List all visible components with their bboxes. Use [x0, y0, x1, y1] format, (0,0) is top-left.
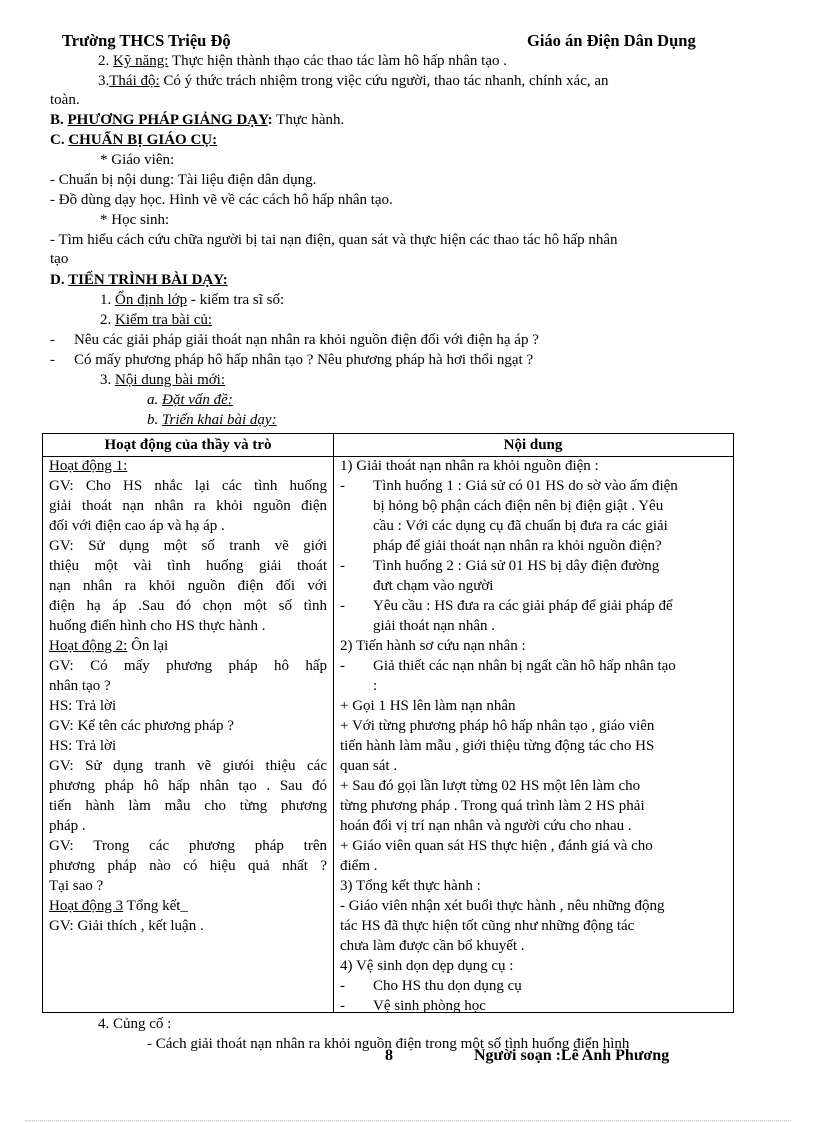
activity-text: HS: Trả lời: [49, 738, 117, 754]
section-c-heading: [50, 130, 217, 150]
content-text: giải thoát nạn nhân .: [373, 618, 496, 634]
section-d-title: TIẾN TRÌNH BÀI DẠY:: [68, 272, 228, 288]
step1: [100, 290, 284, 310]
content-text: hoán đổi vị trí nạn nhân và người cứu cho nhau .: [340, 818, 632, 834]
content-line: [340, 896, 665, 916]
content-text: 2) Tiến hành sơ cứu nạn nhân :: [340, 638, 526, 654]
activity-line: [49, 856, 327, 876]
content-line: [340, 456, 599, 476]
activity-line: [49, 696, 327, 716]
content-line: [340, 756, 397, 776]
step2-label: Kiểm tra bài củ:: [115, 312, 213, 328]
step3-label: Nội dung bài mới:: [115, 372, 226, 388]
activity-text: GV: Có mấy phương pháp hô hấp: [49, 658, 327, 674]
skill-label: Kỹ năng:: [113, 53, 169, 69]
activity-text: GV: Sử dụng tranh vẽ giưói thiệu các: [49, 758, 327, 774]
step2: [100, 310, 212, 330]
activity-line: [49, 876, 327, 896]
activity-heading: Hoạt động 2:: [49, 638, 128, 654]
activity-line: [49, 596, 327, 616]
activity-text: GV: Giải thích , kết luận .: [49, 918, 204, 934]
question-text: Nêu các giải pháp giải thoát nạn nhân ra khỏi nguồn điện đối với điện hạ áp ?: [74, 332, 539, 348]
content-text: tiến hành làm mẫu , giới thiệu từng động tác cho HS: [340, 738, 655, 754]
content-text: pháp để giải thoát nạn nhân ra khỏi nguồn điện?: [373, 538, 662, 554]
content-line: [340, 696, 516, 716]
content-text: 1) Giải thoát nạn nhân ra khỏi nguồn điện :: [340, 458, 599, 474]
activity-text: điện hạ áp .Sau đó chọn một số tình: [49, 598, 327, 614]
activity-text: nhân tạo ?: [49, 678, 111, 694]
content-line: [340, 876, 481, 896]
activity-text: huống điển hình cho HS thực hành .: [49, 618, 266, 634]
activity-line: [49, 916, 327, 936]
activity-line: [49, 896, 327, 916]
content-line: [340, 716, 654, 736]
content-line: [340, 976, 522, 996]
content-text: Tình huống 1 : Giả sử có 01 HS do sờ vào ấm điện: [373, 478, 678, 494]
question-item: - Có mấy phương pháp hô hấp nhân tạo ? Nêu phương pháp hà hơi thổi ngạt ?: [50, 352, 534, 368]
activity-line: [49, 776, 327, 796]
content-text: 4) Vệ sinh dọn dẹp dụng cụ :: [340, 958, 514, 974]
sub-b: [147, 410, 277, 430]
column-divider: [333, 434, 334, 1012]
activity-line: [49, 716, 327, 736]
teacher-item: - Chuẩn bị nội dung: Tài liệu điện dân dụng.: [50, 172, 317, 188]
activity-line: [49, 476, 327, 496]
content-line: [340, 496, 663, 516]
skill-num: 2.: [98, 53, 113, 69]
bullet-dash: -: [340, 478, 345, 494]
bullet-dash: -: [340, 998, 345, 1014]
step1-label: Ổn định lớp: [115, 292, 188, 308]
activity-line: [49, 796, 327, 816]
bullet-dash: -: [340, 658, 345, 674]
table-header-activities: Hoạt động của thầy và trò: [104, 437, 272, 453]
activity-line: [49, 736, 327, 756]
content-line: [340, 476, 678, 496]
content-line: [340, 516, 668, 536]
content-text: + Gọi 1 HS lên làm nạn nhân: [340, 698, 516, 714]
content-line: [340, 836, 653, 856]
attitude-text: Có ý thức trách nhiệm trong việc cứu người, thao tác nhanh, chính xác, an: [159, 73, 609, 89]
bullet-dash: -: [340, 978, 345, 994]
content-line: [340, 556, 659, 576]
author: Người soạn :Lê Anh Phương: [474, 1047, 670, 1064]
activity-line: [49, 496, 327, 516]
step3-num: 3.: [100, 372, 115, 388]
activity-text: Ôn lại: [127, 638, 169, 654]
lesson-table: [42, 433, 734, 1013]
sub-a-prefix: a.: [147, 392, 162, 408]
activity-text: phương pháp hô hấp nhân tạo . Sau đó: [49, 778, 327, 794]
content-line: [340, 956, 513, 976]
skill-text: Thực hiện thành thạo các thao tác làm hô hấp nhân tạo .: [168, 53, 507, 69]
content-line: [340, 816, 632, 836]
content-text: đưt chạm vào người: [373, 578, 494, 594]
attitude-num: 3.: [98, 73, 110, 89]
content-text: :: [373, 678, 378, 694]
content-line: [340, 616, 495, 636]
sub-a: [147, 390, 233, 410]
step1-num: 1.: [100, 292, 115, 308]
section-b-suffix: :: [267, 112, 273, 128]
activity-heading: Hoạt động 3: [49, 898, 124, 914]
content-line: [340, 936, 525, 956]
content-line: [340, 576, 493, 596]
activity-text: GV: Trong các phương pháp trên: [49, 838, 327, 854]
teacher-label: * Giáo viên:: [100, 152, 175, 168]
question-text: Có mấy phương pháp hô hấp nhân tạo ? Nêu phương pháp hà hơi thổi ngạt ?: [74, 352, 534, 368]
teacher-item: - Đồ dùng dạy học. Hình vẽ về các cách hô hấp nhân tạo.: [50, 192, 393, 208]
content-text: cầu : Với các dụng cụ đã chuẩn bị đưa ra các giải: [373, 518, 668, 534]
activity-text: thiệu một vài tình huống giải thoát: [49, 558, 327, 574]
skill-line: [98, 51, 507, 71]
activity-text: GV: Cho HS nhắc lại các tình huống: [49, 478, 327, 494]
header-subject: Giáo án Điện Dân Dụng: [527, 31, 696, 50]
attitude-label: Thái độ:: [109, 73, 160, 89]
consolidation-title: 4. Củng cố :: [98, 1016, 172, 1032]
section-d-prefix: D.: [50, 272, 69, 288]
activity-line: [49, 536, 327, 556]
content-text: Vệ sinh phòng học: [373, 998, 486, 1014]
content-text: Yêu cầu : HS đưa ra các giải pháp để giải pháp để: [373, 598, 673, 614]
content-line: [340, 736, 654, 756]
step1-text: - kiểm tra sĩ số:: [187, 292, 285, 308]
activity-text: Tại sao ?: [49, 878, 104, 894]
activity-text: HS: Trả lời: [49, 698, 117, 714]
sub-b-label: Triển khai bài dạy:: [162, 412, 277, 428]
activity-line: [49, 616, 327, 636]
activity-text: GV: Sử dụng một số tranh vẽ giới: [49, 538, 327, 554]
section-b-text: Thực hành.: [272, 112, 345, 128]
step2-num: 2.: [100, 312, 115, 328]
activity-line: [49, 516, 327, 536]
activity-text: giải thoát nạn nhân ra khỏi nguồn điện: [49, 498, 327, 514]
sub-b-prefix: b.: [147, 412, 162, 428]
activity-text: đối với điện cao áp và hạ áp .: [49, 518, 225, 534]
content-text: Giả thiết các nạn nhân bị ngất cần hô hấp nhân tạo: [373, 658, 676, 674]
content-text: - Giáo viên nhận xét buổi thực hành , nêu những động: [340, 898, 665, 914]
content-text: Cho HS thu dọn dụng cụ: [373, 978, 522, 994]
attitude-cont: toàn.: [50, 92, 80, 108]
sub-a-label: Đặt vấn đề:: [162, 392, 233, 408]
activity-text: nạn nhân ra khỏi nguồn điện đối với: [49, 578, 327, 594]
activity-text: pháp .: [49, 818, 86, 834]
activity-text: Tổng kết_: [123, 898, 188, 914]
activity-line: [49, 656, 327, 676]
activity-text: GV: Kể tên các phương pháp ?: [49, 718, 234, 734]
section-c-prefix: C.: [50, 132, 69, 148]
content-text: + Sau đó gọi lần lượt từng 02 HS một lên làm cho: [340, 778, 641, 794]
content-text: từng phương pháp . Trong quá trình làm 2 HS phải: [340, 798, 645, 814]
attitude-line: [98, 71, 609, 91]
content-line: [340, 536, 662, 556]
student-cont: tạo: [50, 251, 69, 267]
activity-line: [49, 816, 327, 836]
content-line: [340, 856, 378, 876]
content-line: [340, 676, 377, 696]
content-line: [340, 776, 640, 796]
content-line: [340, 796, 645, 816]
activity-line: [49, 836, 327, 856]
bullet-dash: -: [340, 558, 345, 574]
content-text: tác HS đã thực hiện tốt cũng như những động tác: [340, 918, 635, 934]
section-b-prefix: B.: [50, 112, 68, 128]
content-text: quan sát .: [340, 758, 398, 774]
content-line: [340, 596, 673, 616]
content-text: bị hỏng bộ phận cách điện nên bị điện giật . Yêu: [373, 498, 664, 514]
content-text: Tình huống 2 : Giả sử 01 HS bị dây điện đường: [373, 558, 660, 574]
activity-line: [49, 636, 327, 656]
consolidation-text: - Cách giải thoát nạn nhân ra khỏi nguồn điện trong một số tình huống điển hình: [147, 1036, 630, 1052]
question-item: - Nêu các giải pháp giải thoát nạn nhân ra khỏi nguồn điện đối với điện hạ áp ?: [50, 332, 539, 348]
student-text: - Tìm hiểu cách cứu chữa người bị tai nạn điện, quan sát và thực hiện các thao tác hô hấp nhân: [50, 232, 618, 248]
student-label: * Học sinh:: [100, 212, 170, 228]
activity-line: [49, 756, 327, 776]
activity-text: phương pháp nào có hiệu quả nhất ?: [49, 858, 327, 874]
content-text: + Giáo viên quan sát HS thực hiện , đánh giá và cho: [340, 838, 653, 854]
activity-line: [49, 676, 327, 696]
bullet-dash: -: [340, 598, 345, 614]
content-text: 3) Tổng kết thực hành :: [340, 878, 481, 894]
section-b-heading: [50, 110, 344, 130]
activity-line: [49, 576, 327, 596]
content-line: [340, 656, 676, 676]
header-school: Trường THCS Triệu Độ: [62, 31, 231, 50]
content-text: chưa làm được cần bổ khuyết .: [340, 938, 525, 954]
activity-line: [49, 556, 327, 576]
section-c-title: CHUẨN BỊ GIÁO CỤ:: [68, 132, 218, 148]
section-d-heading: [50, 270, 228, 290]
content-line: [340, 916, 634, 936]
activity-line: [49, 456, 327, 476]
content-line: [340, 996, 486, 1016]
activity-text: tiến hành làm mẫu cho từng phương: [49, 798, 327, 814]
content-line: [340, 636, 526, 656]
page-number: 8: [385, 1047, 393, 1064]
activity-heading: Hoạt động 1:: [49, 458, 128, 474]
content-text: điểm .: [340, 858, 378, 874]
step3: [100, 370, 225, 390]
content-text: + Với từng phương pháp hô hấp nhân tạo , giáo viên: [340, 718, 655, 734]
table-header-content: Nội dung: [503, 437, 563, 453]
page-boundary: [25, 1120, 791, 1121]
section-b-title: PHƯƠNG PHÁP GIẢNG DẠY: [67, 112, 268, 128]
